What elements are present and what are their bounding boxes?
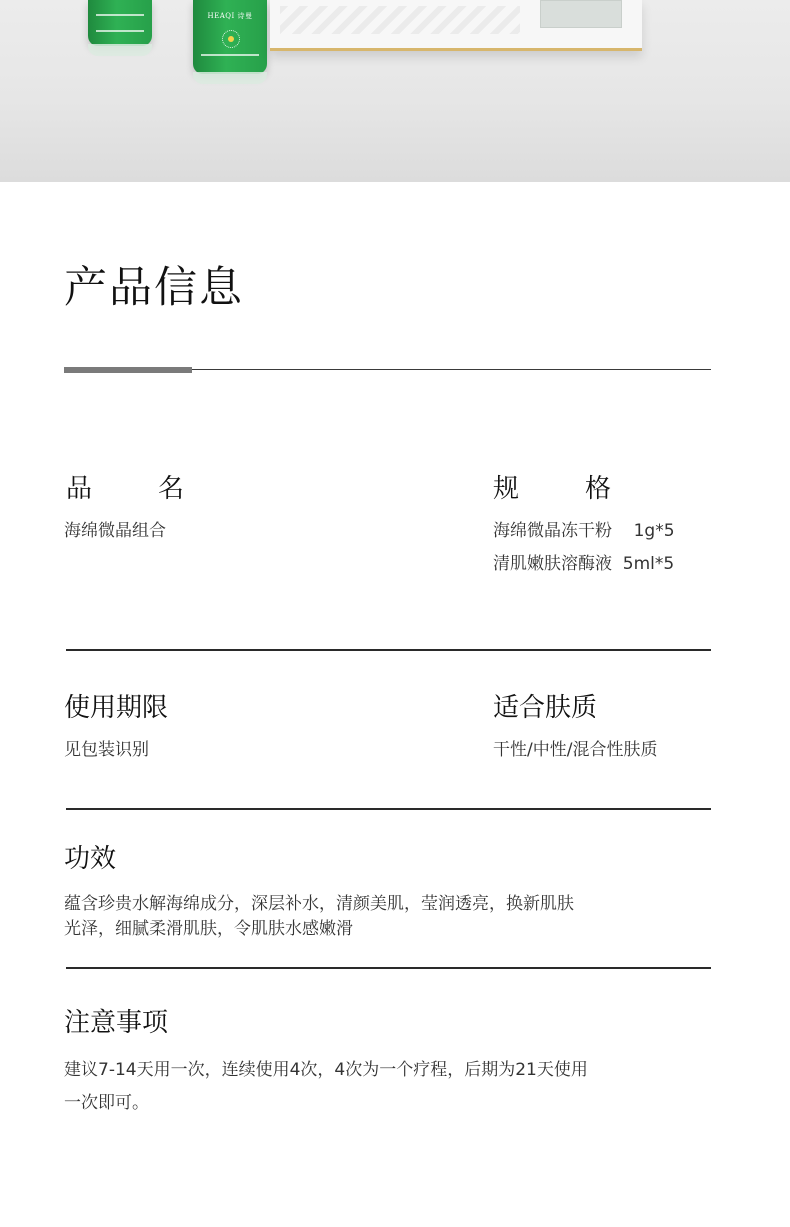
product-gift-box: [270, 0, 642, 51]
notes-line-2: 一次即可。: [64, 1093, 149, 1113]
product-photo-banner: [0, 0, 790, 182]
efficacy-line-2: 光泽，细腻柔滑肌肤，令肌肤水感嫩滑: [64, 919, 353, 939]
spec-item-solution: 清肌嫩肤溶酶液 5ml*5: [493, 554, 675, 574]
notes-text: [64, 1054, 664, 1120]
product-name-value: 海绵微晶组合: [64, 521, 166, 541]
divider: [66, 967, 711, 969]
title-rule: [192, 369, 711, 370]
notes-label: 注意事项: [64, 1008, 169, 1038]
spec-label-char-1: 规: [493, 474, 520, 504]
divider: [66, 808, 711, 810]
efficacy-line-1: 蕴含珍贵水解海绵成分，深层补水，清颜美肌，莹润透亮，换新肌肤: [64, 894, 574, 914]
bottle-logo-icon: [222, 30, 240, 48]
product-bottle-left: [88, 0, 152, 46]
divider: [66, 649, 711, 651]
product-bottle-right: [193, 0, 267, 74]
shelf-life-label: 使用期限: [64, 693, 169, 723]
skin-type-label: 适合肤质: [493, 693, 598, 723]
spec-item-powder: 海绵微晶冻干粉 1g*5: [493, 521, 675, 541]
page-title: 产品信息: [64, 263, 244, 313]
shelf-life-value: 见包装识别: [64, 740, 149, 760]
product-name-label-char-2: 名: [157, 474, 184, 504]
bottle-brand-label: HEAQI 诗曼: [207, 12, 253, 20]
box-window: [540, 0, 622, 28]
product-name-label: [66, 473, 184, 505]
efficacy-text: [64, 892, 664, 942]
efficacy-label: 功效: [64, 844, 117, 874]
spec-label: [493, 473, 611, 505]
notes-line-1: 建议7-14天用一次，连续使用4次，4次为一个疗程，后期为21天使用: [64, 1060, 588, 1080]
product-name-label-char-1: 品: [66, 474, 93, 504]
title-accent-rule: [64, 367, 192, 373]
skin-type-value: 干性/中性/混合性肤质: [493, 740, 658, 760]
spec-label-char-2: 格: [584, 474, 611, 504]
box-pattern: [280, 6, 520, 34]
